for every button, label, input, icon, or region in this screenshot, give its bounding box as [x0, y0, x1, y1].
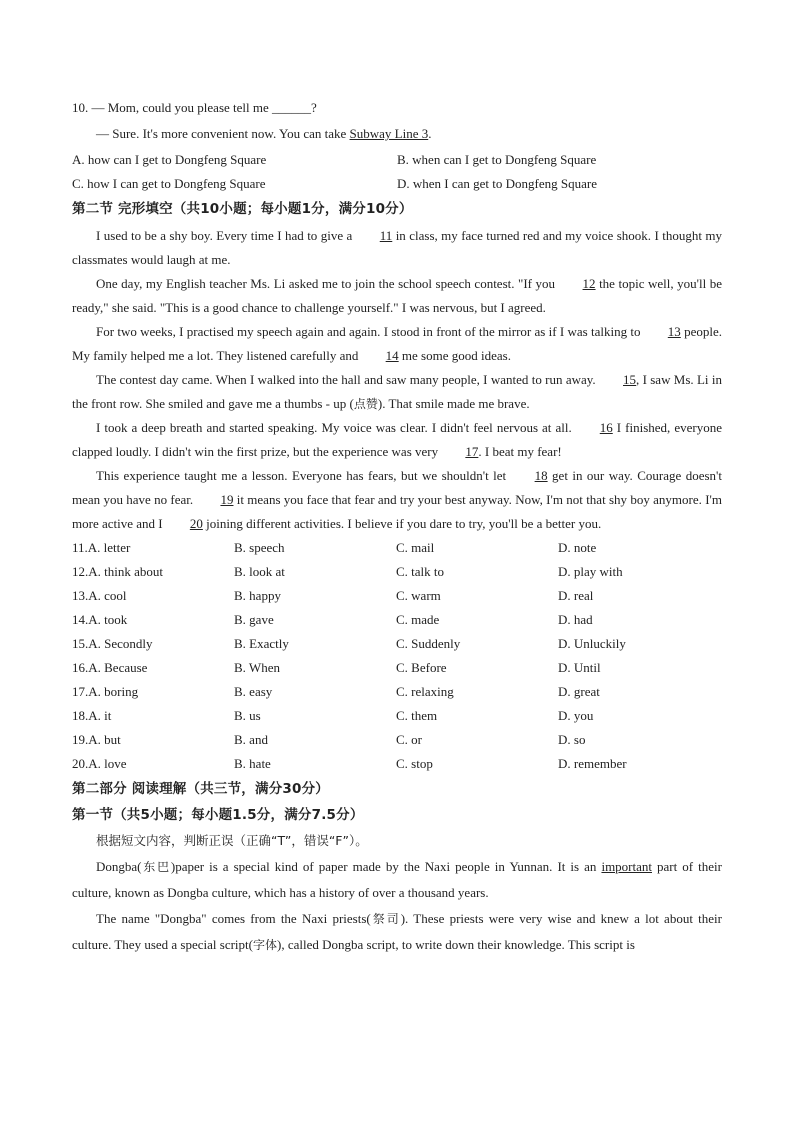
blank-19: 19: [220, 492, 234, 507]
options-row-16: [72, 656, 722, 680]
option-15c[interactable]: C. Suddenly: [396, 636, 461, 651]
q10-reply-end: .: [428, 126, 432, 141]
blank-18: 18: [534, 468, 548, 483]
blank-11: 11: [379, 228, 393, 243]
option-12b[interactable]: B. look at: [234, 564, 285, 579]
important-underlined: important: [601, 859, 652, 874]
option-14d[interactable]: D. had: [558, 612, 593, 627]
q10-option-b[interactable]: B. when can I get to Dongfeng Square: [397, 152, 597, 167]
cloze-paragraph-2: One day, my English teacher Ms. Li asked me to join the school speech contest. "If you 12 the topic well, you'll be ready," she said. "This is a good chance to challenge yourself." I was nervous, but I agreed.: [72, 272, 722, 320]
option-18c[interactable]: C. them: [396, 708, 438, 723]
option-14c[interactable]: C. made: [396, 612, 440, 627]
blank-20: 20: [189, 516, 203, 531]
options-row-17: [72, 680, 722, 704]
option-12d[interactable]: D. play with: [558, 564, 623, 579]
option-20b[interactable]: B. hate: [234, 756, 271, 771]
cloze-section-heading: 第二节 完形填空（共10小题；每小题1分，满分10分）: [72, 201, 413, 217]
q10-stem: [72, 96, 722, 120]
reading-paragraph-1: Dongba(东巴)paper is a special kind of paper made by the Naxi people in Yunnan. It is an important part of their culture, known as Dongba culture, which has a history of over a thousand years.: [72, 859, 722, 900]
options-row-14: [72, 608, 722, 632]
option-17c[interactable]: C. relaxing: [396, 684, 454, 699]
option-11c[interactable]: C. mail: [396, 540, 435, 555]
option-15d[interactable]: D. Unluckily: [558, 636, 626, 651]
option-12a[interactable]: 12.A. think about: [72, 564, 163, 579]
options-row-11: [72, 536, 722, 560]
option-14a[interactable]: 14.A. took: [72, 612, 128, 627]
q10-reply-text: — Sure. It's more convenient now. You can take: [96, 126, 350, 141]
option-18b[interactable]: B. us: [234, 708, 261, 723]
option-13d[interactable]: D. real: [558, 588, 594, 603]
options-row-19: [72, 728, 722, 752]
option-17d[interactable]: D. great: [558, 684, 600, 699]
option-16b[interactable]: B. When: [234, 660, 280, 675]
cloze-paragraph-4: The contest day came. When I walked into the hall and saw many people, I wanted to run away. 15, I saw Ms. Li in the front row. She smiled and gave me a thumbs - up (点赞). That smile made me brave.: [72, 368, 722, 416]
option-19a[interactable]: 19.A. but: [72, 732, 121, 747]
cloze-paragraph-1: I used to be a shy boy. Every time I had to give a 11 in class, my face turned red and my voice shook. I thought my classmates would laugh at me.: [72, 224, 722, 272]
option-16d[interactable]: D. Until: [558, 660, 601, 675]
option-19d[interactable]: D. so: [558, 732, 586, 747]
cloze-paragraph-3: For two weeks, I practised my speech again and again. I stood in front of the mirror as if I was talking to 13 people. My family helped me a lot. They listened carefully and 14 me some good ideas.: [72, 320, 722, 368]
option-14b[interactable]: B. gave: [234, 612, 274, 627]
cloze-paragraph-5: I took a deep breath and started speaking. My voice was clear. I didn't feel nervous at all. 16 I finished, everyone clapped loudly. I didn't win the first prize, but the experience was very 17. I beat my fear!: [72, 416, 722, 464]
q10-blank: ______: [272, 100, 312, 115]
option-17b[interactable]: B. easy: [234, 684, 273, 699]
option-18a[interactable]: 18.A. it: [72, 708, 112, 723]
q10-stem-end: ?: [311, 100, 317, 115]
options-row-18: [72, 704, 722, 728]
options-row-13: [72, 584, 722, 608]
option-16a[interactable]: 16.A. Because: [72, 660, 148, 675]
q10-option-a[interactable]: A. how can I get to Dongfeng Square: [72, 152, 267, 167]
blank-12: 12: [582, 276, 596, 291]
cloze-paragraph-6: This experience taught me a lesson. Everyone has fears, but we shouldn't let 18 get in our way. Courage doesn't mean you have no fear. 19 it means you face that fear and try your best anyway. Now, I'm not that shy boy anymore. I'm more active and I 20 joining different activities. I believe if you dare to try, you'll be a better you.: [72, 464, 722, 536]
blank-14: 14: [385, 348, 399, 363]
option-13b[interactable]: B. happy: [234, 588, 281, 603]
reading-paragraph-2: The name "Dongba" comes from the Naxi priests(祭司). These priests were very wise and knew a lot about their culture. They used a special script(字体), called Dongba script, to write down their knowledge. This script is: [72, 911, 722, 952]
option-16c[interactable]: C. Before: [396, 660, 447, 675]
option-13c[interactable]: C. warm: [396, 588, 441, 603]
reading-instruction: 根据短文内容，判断正误（正确“T”，错误“F”）。: [96, 833, 368, 848]
option-15a[interactable]: 15.A. Secondly: [72, 636, 153, 651]
option-15b[interactable]: B. Exactly: [234, 636, 289, 651]
exam-page: [72, 96, 722, 958]
blank-15: 15: [623, 372, 636, 387]
blank-16: 16: [599, 420, 613, 435]
q10-options-row-1: [72, 148, 722, 172]
q10-stem-text: 10. — Mom, could you please tell me: [72, 100, 269, 115]
q10-options-row-2: [72, 172, 722, 196]
option-20a[interactable]: 20.A. love: [72, 756, 127, 771]
option-19b[interactable]: B. and: [234, 732, 268, 747]
option-18d[interactable]: D. you: [558, 708, 594, 723]
q10-option-d[interactable]: D. when I can get to Dongfeng Square: [397, 176, 597, 191]
option-20c[interactable]: C. stop: [396, 756, 433, 771]
option-20d[interactable]: D. remember: [558, 756, 627, 771]
option-11b[interactable]: B. speech: [234, 540, 285, 555]
options-row-12: [72, 560, 722, 584]
option-11a[interactable]: 11.A. letter: [72, 540, 131, 555]
options-row-15: [72, 632, 722, 656]
option-13a[interactable]: 13.A. cool: [72, 588, 127, 603]
reading-part-heading: 第二部分 阅读理解（共三节，满分30分）: [72, 781, 329, 797]
option-17a[interactable]: 17.A. boring: [72, 684, 139, 699]
blank-17: 17: [465, 444, 479, 459]
option-19c[interactable]: C. or: [396, 732, 422, 747]
reading-section-heading: 第一节（共5小题；每小题1.5分，满分7.5分）: [72, 807, 364, 823]
option-12c[interactable]: C. talk to: [396, 564, 445, 579]
q10-reply: [72, 122, 722, 146]
q10-option-c[interactable]: C. how I can get to Dongfeng Square: [72, 176, 266, 191]
options-row-20: [72, 752, 722, 776]
blank-13: 13: [667, 324, 681, 339]
subway-line-underlined: Subway Line 3: [349, 126, 429, 141]
option-11d[interactable]: D. note: [558, 540, 597, 555]
